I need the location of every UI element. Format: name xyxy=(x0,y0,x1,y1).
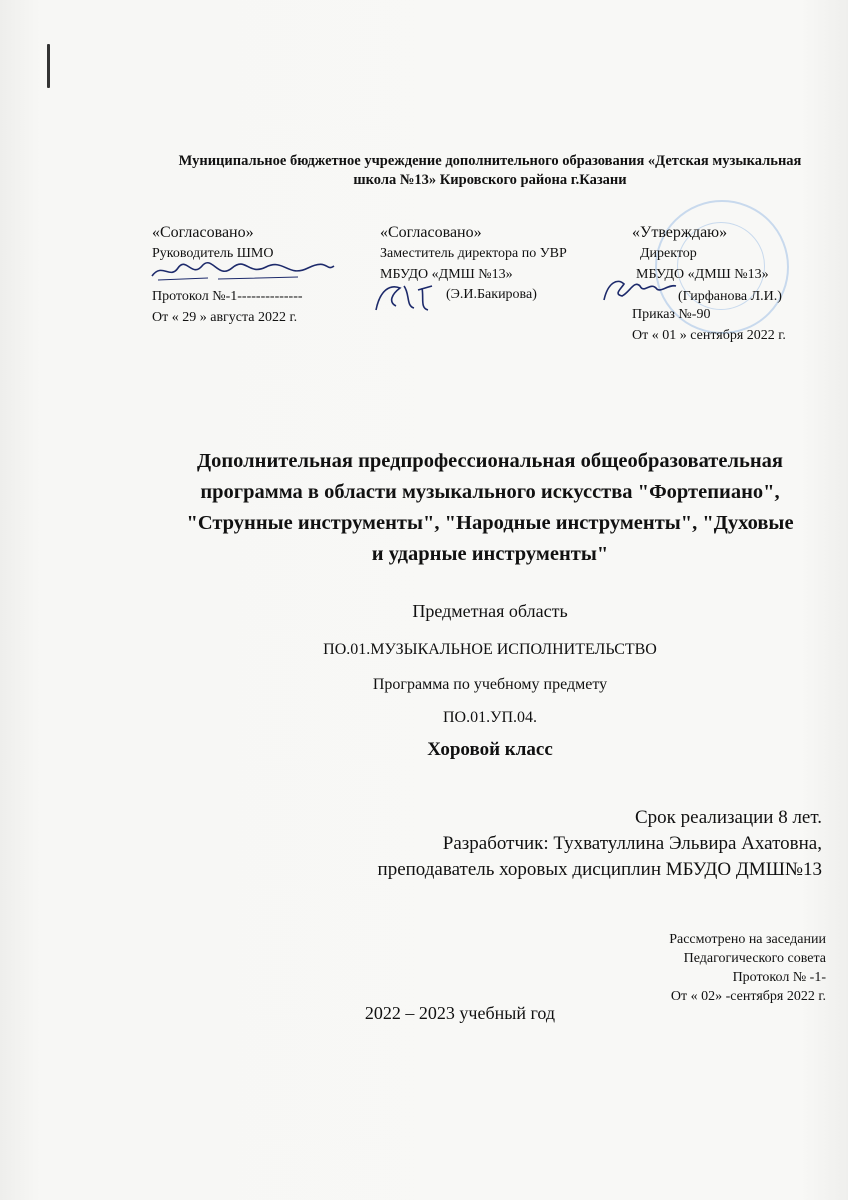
subject-program-name: Хоровой класс xyxy=(427,739,553,760)
program-title-line-2: программа в области музыкального искусства "Фортепиано", xyxy=(200,481,780,503)
approval-right-org: МБУДО «ДМШ №13» xyxy=(636,267,769,282)
developer-name: Разработчик: Тухватуллина Эльвира Ахатовна, xyxy=(442,833,822,854)
signature-right xyxy=(600,272,680,308)
institution-header xyxy=(150,152,830,190)
approval-middle-role: Заместитель директора по УВР xyxy=(380,246,567,261)
approval-middle-org: МБУДО «ДМШ №13» xyxy=(380,267,513,282)
approval-left-bottom xyxy=(152,286,303,328)
approval-right-order: Приказ №-90 xyxy=(632,307,711,322)
approval-left-protocol: Протокол №-1-------------- xyxy=(152,289,303,304)
program-title-line-4: и ударные инструменты" xyxy=(371,543,609,565)
term-of-study: Срок реализации 8 лет. xyxy=(634,807,822,828)
subject-program-label: Программа по учебному предмету xyxy=(372,676,608,693)
approval-middle xyxy=(380,222,567,285)
institution-line-2: школа №13» Кировского района г.Казани xyxy=(353,172,627,188)
review-block xyxy=(669,930,826,1006)
approval-left-date: От « 29 » августа 2022 г. xyxy=(152,310,298,325)
approval-left-role: Руководитель ШМО xyxy=(152,246,274,261)
review-line-1: Рассмотрено на заседании xyxy=(669,932,826,947)
program-title-line-3: "Струнные инструменты", "Народные инструменты", "Духовые xyxy=(186,512,794,534)
subject-area-label: Предметная область xyxy=(412,601,568,621)
review-line-4: От « 02» -сентября 2022 г. xyxy=(670,989,826,1004)
approval-right-date: От « 01 » сентября 2022 г. xyxy=(632,328,786,343)
review-line-2: Педагогического совета xyxy=(683,951,826,966)
approval-middle-person: (Э.И.Бакирова) xyxy=(446,287,537,302)
developer-position: преподаватель хоровых дисциплин МБУДО ДМШ№13 xyxy=(377,859,822,880)
approval-middle-header: «Согласовано» xyxy=(380,224,482,241)
program-title-line-1: Дополнительная предпрофессиональная общеобразовательная xyxy=(197,450,783,472)
approval-left-header: «Согласовано» xyxy=(152,224,254,241)
approval-right-role: Директор xyxy=(640,246,697,261)
subject-area-value: ПО.01.МУЗЫКАЛЬНОЕ ИСПОЛНИТЕЛЬСТВО xyxy=(323,641,657,658)
signature-left xyxy=(148,258,338,284)
approval-right-header: «Утверждаю» xyxy=(632,224,728,241)
program-title xyxy=(140,446,840,570)
review-line-3: Протокол № -1- xyxy=(732,970,826,985)
approval-right-person: (Гирфанова Л.И.) xyxy=(678,289,782,304)
signature-middle xyxy=(370,280,440,316)
subject-program-code: ПО.01.УП.04. xyxy=(443,709,537,726)
institution-line-1: Муниципальное бюджетное учреждение дополнительного образования «Детская музыкальная xyxy=(178,153,802,169)
academic-year: 2022 – 2023 учебный год xyxy=(364,1003,556,1023)
author-block xyxy=(378,805,822,883)
scan-edge-mark xyxy=(47,44,50,88)
